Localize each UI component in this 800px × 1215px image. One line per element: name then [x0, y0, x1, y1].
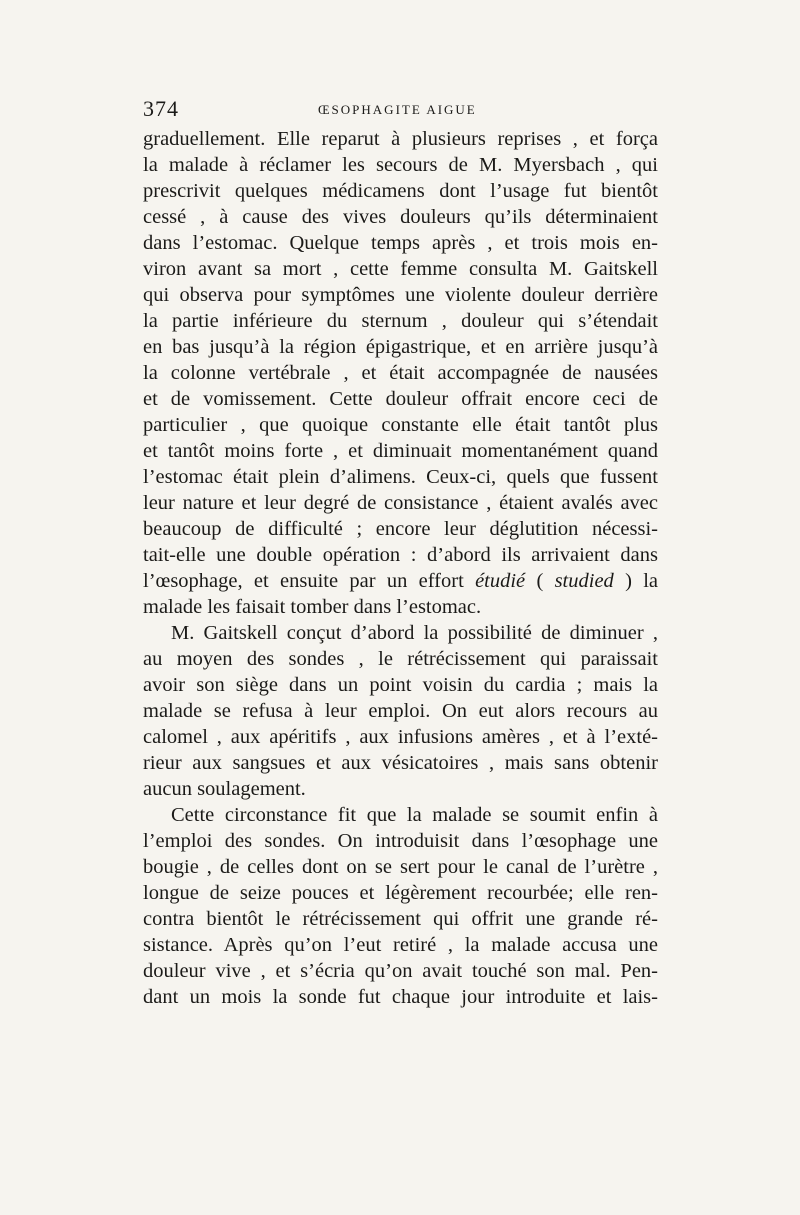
text-segment: l’œsophage, et ensuite par un effort: [143, 570, 476, 592]
paragraph-end-line: malade les faisait tomber dans l’estomac.: [143, 596, 482, 618]
text-line: l’estomac était plein d’alimens. Ceux-ci, quels que fussent: [143, 466, 658, 488]
text-line: leur nature et leur degré de consistance , étaient avalés avec: [143, 492, 658, 514]
text-line: la partie inférieure du sternum , douleur qui s’étendait: [143, 310, 658, 332]
text-line: douleur vive , et s’écria qu’on avait touché son mal. Pen-: [143, 960, 658, 982]
text-line: cessé , à cause des vives douleurs qu’ils déterminaient: [143, 206, 658, 228]
page-header: [143, 96, 658, 124]
page-number: 374: [143, 96, 179, 121]
text-line: graduellement. Elle reparut à plusieurs reprises , et força: [143, 128, 658, 150]
text-line: calomel , aux apéritifs , aux infusions amères , et à l’exté-: [143, 726, 658, 748]
text-line: tait-elle une double opération : d’abord ils arrivaient dans: [143, 544, 658, 566]
text-line-with-italics: [143, 568, 658, 594]
text-line: sistance. Après qu’on l’eut retiré , la malade accusa une: [143, 934, 658, 956]
text-segment: ) la: [613, 570, 658, 592]
text-line: contra bientôt le rétrécissement qui offrit une grande ré-: [143, 908, 658, 930]
text-line: particulier , que quoique constante elle était tantôt plus: [143, 414, 658, 436]
italic-term-english: studied: [554, 570, 614, 592]
body-text: [143, 126, 658, 1010]
paragraph-end-line: aucun soulagement.: [143, 778, 306, 800]
text-line: longue de seize pouces et légèrement recourbée; elle ren-: [143, 882, 658, 904]
text-line: en bas jusqu’à la région épigastrique, et en arrière jusqu’à: [143, 336, 658, 358]
running-title: ŒSOPHAGITE AIGUE: [318, 102, 477, 117]
italic-term-french: étudié: [475, 570, 526, 592]
text-line: viron avant sa mort , cette femme consulta M. Gaitskell: [143, 258, 658, 280]
text-line: et tantôt moins forte , et diminuait momentanément quand: [143, 440, 658, 462]
paragraph-start-line: M. Gaitskell conçut d’abord la possibilité de diminuer ,: [171, 622, 658, 644]
text-line: au moyen des sondes , le rétrécissement qui paraissait: [143, 648, 658, 670]
text-line: la colonne vertébrale , et était accompagnée de nausées: [143, 362, 658, 384]
text-line: malade se refusa à leur emploi. On eut alors recours au: [143, 700, 658, 722]
text-line: bougie , de celles dont on se sert pour le canal de l’urètre ,: [143, 856, 658, 878]
text-line: avoir son siège dans un point voisin du cardia ; mais la: [143, 674, 658, 696]
text-line: et de vomissement. Cette douleur offrait encore ceci de: [143, 388, 658, 410]
text-line: prescrivit quelques médicamens dont l’usage fut bientôt: [143, 180, 658, 202]
text-line: l’emploi des sondes. On introduisit dans l’œsophage une: [143, 830, 658, 852]
text-line: rieur aux sangsues et aux vésicatoires , mais sans obtenir: [143, 752, 658, 774]
text-line: qui observa pour symptômes une violente douleur derrière: [143, 284, 658, 306]
text-segment: (: [525, 570, 555, 592]
text-line: la malade à réclamer les secours de M. Myersbach , qui: [143, 154, 658, 176]
text-line: dans l’estomac. Quelque temps après , et trois mois en-: [143, 232, 658, 254]
text-line: beaucoup de difficulté ; encore leur déglutition nécessi-: [143, 518, 658, 540]
text-line: dant un mois la sonde fut chaque jour introduite et lais-: [143, 986, 658, 1008]
paragraph-start-line: Cette circonstance fit que la malade se soumit enfin à: [171, 804, 658, 826]
